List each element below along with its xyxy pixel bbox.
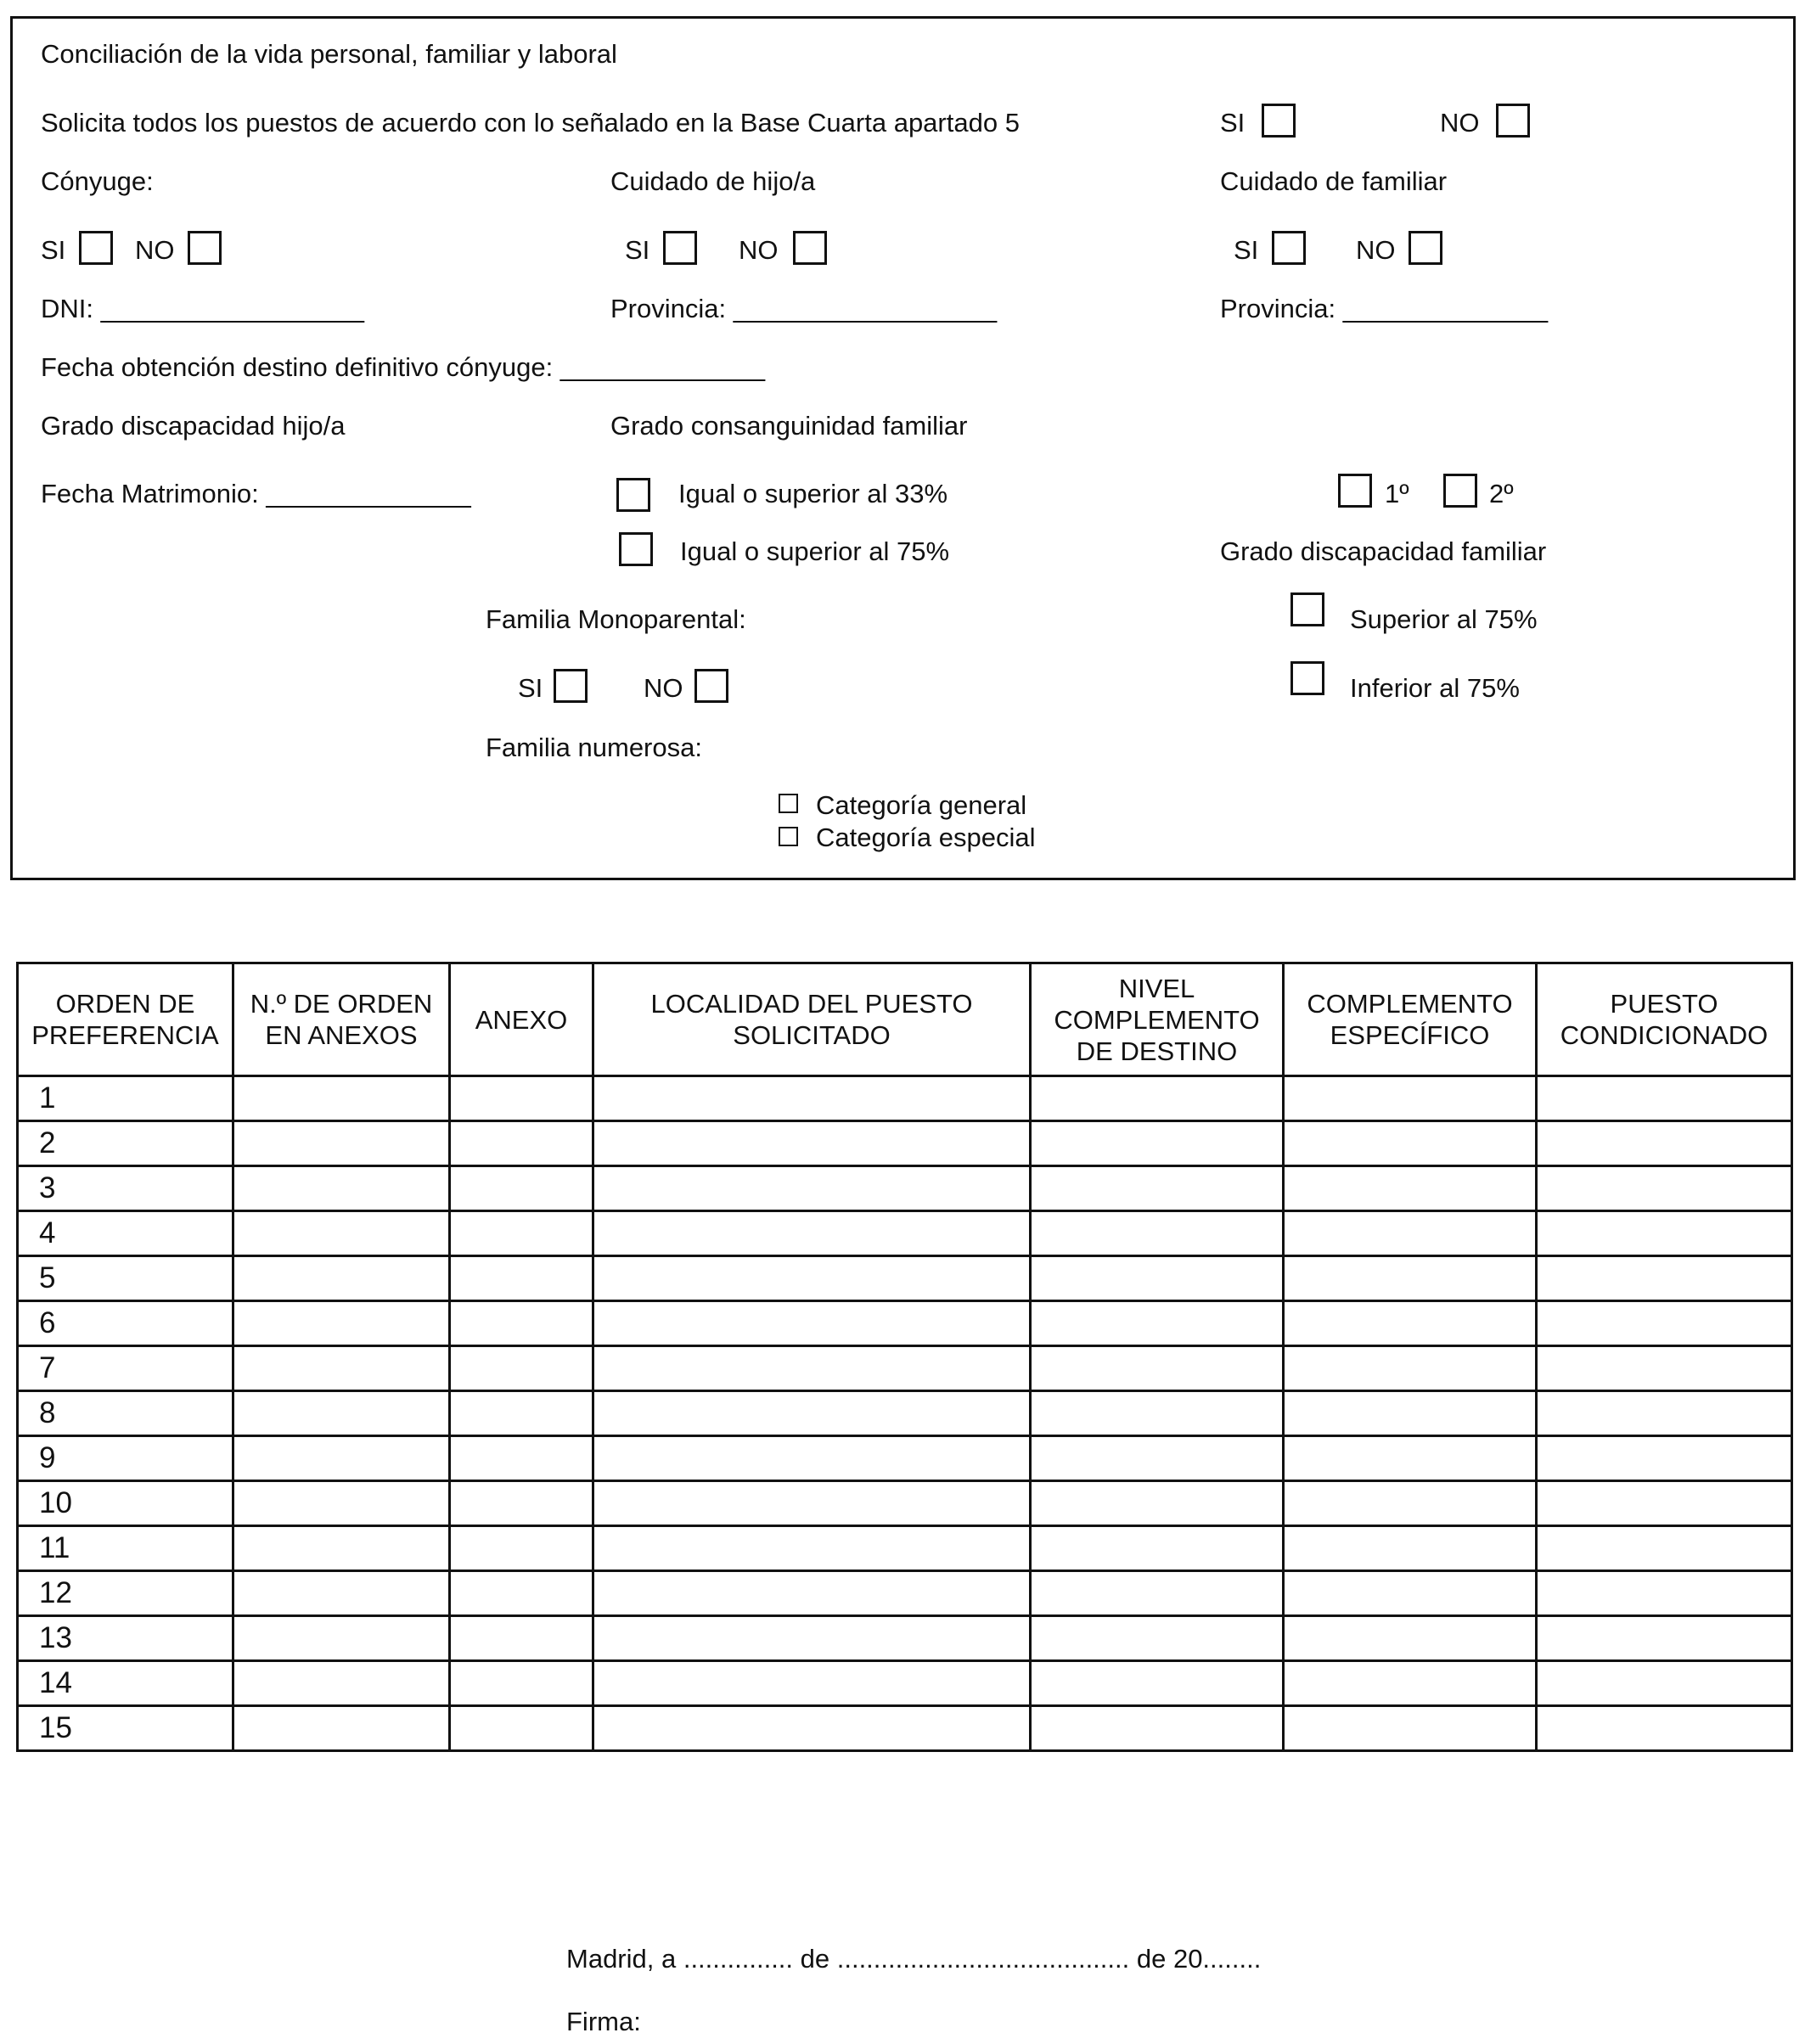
- table-header-line: NIVEL: [1118, 973, 1195, 1003]
- consanguinity-label: Grado consanguinidad familiar: [610, 411, 968, 441]
- table-cell[interactable]: [1537, 1526, 1792, 1571]
- table-row: [18, 1391, 1792, 1436]
- table-cell[interactable]: [1284, 1301, 1537, 1346]
- table-header-cell: [1284, 963, 1537, 1076]
- family-care-no-label: NO: [1356, 235, 1396, 265]
- table-cell[interactable]: [1284, 1436, 1537, 1481]
- table-cell[interactable]: [1031, 1526, 1284, 1571]
- table-cell[interactable]: [233, 1481, 450, 1526]
- request-all-yes-checkbox[interactable]: [1262, 104, 1296, 138]
- table-header-line: COMPLEMENTO: [1054, 1004, 1260, 1035]
- spouse-yes-checkbox[interactable]: [79, 231, 113, 265]
- table-cell[interactable]: [1537, 1166, 1792, 1211]
- table-cell[interactable]: [1537, 1346, 1792, 1391]
- table-cell[interactable]: [450, 1481, 593, 1526]
- table-cell[interactable]: [233, 1436, 450, 1481]
- table-header-cell: [1537, 963, 1792, 1076]
- marriage-date-field[interactable]: Fecha Matrimonio: ______________: [41, 479, 471, 508]
- table-cell[interactable]: [1537, 1706, 1792, 1751]
- request-all-no-label: NO: [1440, 108, 1480, 138]
- table-row: [18, 1076, 1792, 1121]
- table-cell[interactable]: [1537, 1481, 1792, 1526]
- row-number: 7: [18, 1346, 233, 1391]
- spouse-label: Cónyuge:: [41, 166, 154, 196]
- table-cell[interactable]: [1031, 1346, 1284, 1391]
- table-cell[interactable]: [1284, 1661, 1537, 1706]
- table-cell[interactable]: [1284, 1211, 1537, 1256]
- table-row: [18, 1166, 1792, 1211]
- request-all-label: Solicita todos los puestos de acuerdo con lo señalado en la Base Cuarta apartado 5: [41, 108, 1020, 138]
- row-number: 11: [18, 1526, 233, 1571]
- table-row: [18, 1661, 1792, 1706]
- row-number: 5: [18, 1256, 233, 1301]
- table-cell[interactable]: [1284, 1166, 1537, 1211]
- section-title: Conciliación de la vida personal, familiar y laboral: [41, 39, 617, 69]
- table-cell[interactable]: [593, 1166, 1031, 1211]
- table-cell[interactable]: [593, 1391, 1031, 1436]
- table-cell[interactable]: [233, 1706, 450, 1751]
- child-disability-33-label: Igual o superior al 33%: [678, 479, 948, 508]
- family-disability-above-label: Superior al 75%: [1350, 604, 1538, 634]
- table-cell[interactable]: [1537, 1121, 1792, 1166]
- table-header-line: ESPECÍFICO: [1330, 1020, 1490, 1050]
- spouse-yes-label: SI: [41, 235, 66, 265]
- table-cell[interactable]: [1031, 1121, 1284, 1166]
- table-cell[interactable]: [1031, 1616, 1284, 1661]
- table-cell[interactable]: [593, 1661, 1031, 1706]
- table-cell[interactable]: [450, 1436, 593, 1481]
- table-cell[interactable]: [450, 1526, 593, 1571]
- child-disability-75-checkbox[interactable]: [619, 532, 653, 566]
- table-cell[interactable]: [1031, 1661, 1284, 1706]
- table-cell[interactable]: [450, 1661, 593, 1706]
- child-disability-33-checkbox[interactable]: [616, 478, 650, 512]
- family-care-province-field[interactable]: Provincia: ______________: [1220, 294, 1549, 323]
- table-cell[interactable]: [1537, 1571, 1792, 1616]
- conciliation-section: [10, 16, 1796, 880]
- large-family-general-label: Categoría general: [816, 790, 1027, 820]
- table-body: [18, 1076, 1792, 1751]
- child-care-no-label: NO: [739, 235, 779, 265]
- place-date-line[interactable]: Madrid, a ............... de ........................................ de 20........: [566, 1944, 1262, 1974]
- table-cell[interactable]: [1537, 1436, 1792, 1481]
- table-cell[interactable]: [233, 1211, 450, 1256]
- table-cell[interactable]: [593, 1571, 1031, 1616]
- table-cell[interactable]: [593, 1121, 1031, 1166]
- table-cell[interactable]: [1537, 1256, 1792, 1301]
- table-cell[interactable]: [1537, 1301, 1792, 1346]
- table-cell[interactable]: [450, 1256, 593, 1301]
- table-cell[interactable]: [450, 1706, 593, 1751]
- table-header-line: CONDICIONADO: [1560, 1020, 1768, 1050]
- table-header-cell: [593, 963, 1031, 1076]
- table-cell[interactable]: [1031, 1211, 1284, 1256]
- family-care-no-checkbox[interactable]: [1409, 231, 1442, 265]
- signature-label: Firma:: [566, 2007, 641, 2036]
- table-cell[interactable]: [593, 1481, 1031, 1526]
- row-number: 6: [18, 1301, 233, 1346]
- table-cell[interactable]: [233, 1391, 450, 1436]
- child-disability-75-label: Igual o superior al 75%: [680, 536, 950, 566]
- table-cell[interactable]: [233, 1256, 450, 1301]
- table-cell[interactable]: [1537, 1391, 1792, 1436]
- table-cell[interactable]: [450, 1571, 593, 1616]
- table-cell[interactable]: [1284, 1391, 1537, 1436]
- row-number: 14: [18, 1661, 233, 1706]
- table-header-line: N.º DE ORDEN: [250, 989, 433, 1019]
- table-row: [18, 1706, 1792, 1751]
- row-number: 12: [18, 1571, 233, 1616]
- table-cell[interactable]: [233, 1121, 450, 1166]
- preferences-table: [16, 962, 1793, 1752]
- table-cell[interactable]: [593, 1706, 1031, 1751]
- table-header-line: SOLICITADO: [733, 1020, 891, 1050]
- table-cell[interactable]: [233, 1571, 450, 1616]
- table-cell[interactable]: [1284, 1571, 1537, 1616]
- consanguinity-second-checkbox[interactable]: [1443, 474, 1477, 508]
- table-row: [18, 1526, 1792, 1571]
- table-cell[interactable]: [1031, 1076, 1284, 1121]
- table-cell[interactable]: [1537, 1076, 1792, 1121]
- table-header-line: PREFERENCIA: [31, 1020, 219, 1050]
- table-cell[interactable]: [1284, 1706, 1537, 1751]
- table-header-line: ANEXO: [475, 1004, 568, 1035]
- table-cell[interactable]: [1031, 1166, 1284, 1211]
- table-cell[interactable]: [1284, 1346, 1537, 1391]
- family-disability-label: Grado discapacidad familiar: [1220, 536, 1547, 566]
- consanguinity-first-label: 1º: [1385, 479, 1409, 508]
- table-cell[interactable]: [1537, 1616, 1792, 1661]
- table-cell[interactable]: [1284, 1076, 1537, 1121]
- table-header-line: EN ANEXOS: [265, 1020, 418, 1050]
- table-cell[interactable]: [450, 1391, 593, 1436]
- row-number: 1: [18, 1076, 233, 1121]
- table-header-line: PUESTO: [1610, 989, 1718, 1019]
- table-cell[interactable]: [1031, 1301, 1284, 1346]
- consanguinity-first-checkbox[interactable]: [1338, 474, 1372, 508]
- table-cell[interactable]: [1537, 1211, 1792, 1256]
- consanguinity-second-label: 2º: [1489, 479, 1514, 508]
- child-care-yes-label: SI: [625, 235, 650, 265]
- table-header-line: LOCALIDAD DEL PUESTO: [650, 989, 973, 1019]
- row-number: 15: [18, 1706, 233, 1751]
- table-cell[interactable]: [450, 1346, 593, 1391]
- single-parent-label: Familia Monoparental:: [486, 604, 746, 634]
- table-cell[interactable]: [233, 1661, 450, 1706]
- table-row: [18, 1481, 1792, 1526]
- table-cell[interactable]: [450, 1166, 593, 1211]
- table-cell[interactable]: [1031, 1706, 1284, 1751]
- row-number: 8: [18, 1391, 233, 1436]
- table-cell[interactable]: [233, 1526, 450, 1571]
- table-header-cell: [450, 963, 593, 1076]
- table-cell[interactable]: [233, 1076, 450, 1121]
- table-cell[interactable]: [593, 1526, 1031, 1571]
- table-cell[interactable]: [1537, 1661, 1792, 1706]
- large-family-special-label: Categoría especial: [816, 823, 1036, 852]
- spouse-dni-field[interactable]: DNI: __________________: [41, 294, 364, 323]
- table-cell[interactable]: [450, 1301, 593, 1346]
- table-cell[interactable]: [233, 1301, 450, 1346]
- table-cell[interactable]: [1031, 1436, 1284, 1481]
- table-cell[interactable]: [593, 1076, 1031, 1121]
- child-care-label: Cuidado de hijo/a: [610, 166, 816, 196]
- table-cell[interactable]: [1284, 1256, 1537, 1301]
- single-parent-yes-checkbox[interactable]: [554, 669, 588, 703]
- table-cell[interactable]: [1284, 1526, 1537, 1571]
- large-family-general-checkbox[interactable]: [779, 794, 798, 813]
- table-header-cell: [18, 963, 233, 1076]
- table-cell[interactable]: [1284, 1121, 1537, 1166]
- row-number: 4: [18, 1211, 233, 1256]
- row-number: 13: [18, 1616, 233, 1661]
- table-row: [18, 1436, 1792, 1481]
- family-disability-below-checkbox[interactable]: [1290, 661, 1324, 695]
- table-cell[interactable]: [233, 1166, 450, 1211]
- family-care-yes-label: SI: [1234, 235, 1259, 265]
- table-header-line: DE DESTINO: [1076, 1036, 1238, 1066]
- row-number: 9: [18, 1436, 233, 1481]
- table-cell[interactable]: [1031, 1256, 1284, 1301]
- table-cell[interactable]: [450, 1211, 593, 1256]
- row-number: 10: [18, 1481, 233, 1526]
- child-care-province-field[interactable]: Provincia: __________________: [610, 294, 998, 323]
- table-header-line: COMPLEMENTO: [1307, 989, 1513, 1019]
- table-row: [18, 1301, 1792, 1346]
- table-row: [18, 1571, 1792, 1616]
- table-cell[interactable]: [450, 1076, 593, 1121]
- child-care-yes-checkbox[interactable]: [663, 231, 697, 265]
- table-cell[interactable]: [1284, 1616, 1537, 1661]
- spouse-destination-date-field[interactable]: Fecha obtención destino definitivo cónyuge: ______________: [41, 352, 766, 382]
- table-row: [18, 1211, 1792, 1256]
- table-cell[interactable]: [233, 1616, 450, 1661]
- table-cell[interactable]: [1284, 1481, 1537, 1526]
- family-disability-below-label: Inferior al 75%: [1350, 673, 1520, 703]
- table-cell[interactable]: [1031, 1391, 1284, 1436]
- table-cell[interactable]: [593, 1346, 1031, 1391]
- row-number: 2: [18, 1121, 233, 1166]
- request-all-no-checkbox[interactable]: [1496, 104, 1530, 138]
- spouse-no-checkbox[interactable]: [188, 231, 222, 265]
- large-family-label: Familia numerosa:: [486, 733, 702, 762]
- table-cell[interactable]: [450, 1616, 593, 1661]
- table-row: [18, 1346, 1792, 1391]
- table-cell[interactable]: [593, 1616, 1031, 1661]
- single-parent-yes-label: SI: [518, 673, 543, 703]
- child-care-no-checkbox[interactable]: [793, 231, 827, 265]
- table-cell[interactable]: [1031, 1481, 1284, 1526]
- table-row: [18, 1616, 1792, 1661]
- single-parent-no-label: NO: [644, 673, 683, 703]
- table-cell[interactable]: [593, 1211, 1031, 1256]
- table-header-line: ORDEN DE: [55, 989, 195, 1019]
- single-parent-no-checkbox[interactable]: [694, 669, 728, 703]
- table-header-cell: [1031, 963, 1284, 1076]
- table-row: [18, 1121, 1792, 1166]
- table-row: [18, 1256, 1792, 1301]
- table-cell[interactable]: [593, 1256, 1031, 1301]
- row-number: 3: [18, 1166, 233, 1211]
- child-disability-label: Grado discapacidad hijo/a: [41, 411, 346, 441]
- table-cell[interactable]: [450, 1121, 593, 1166]
- table-cell[interactable]: [593, 1301, 1031, 1346]
- table-cell[interactable]: [1031, 1571, 1284, 1616]
- table-cell[interactable]: [233, 1346, 450, 1391]
- request-all-yes-label: SI: [1220, 108, 1246, 138]
- family-care-label: Cuidado de familiar: [1220, 166, 1448, 196]
- table-header-cell: [233, 963, 450, 1076]
- table-header-row: [18, 963, 1792, 1076]
- family-care-yes-checkbox[interactable]: [1272, 231, 1306, 265]
- large-family-special-checkbox[interactable]: [779, 827, 798, 846]
- table-cell[interactable]: [593, 1436, 1031, 1481]
- spouse-no-label: NO: [135, 235, 175, 265]
- family-disability-above-checkbox[interactable]: [1290, 592, 1324, 626]
